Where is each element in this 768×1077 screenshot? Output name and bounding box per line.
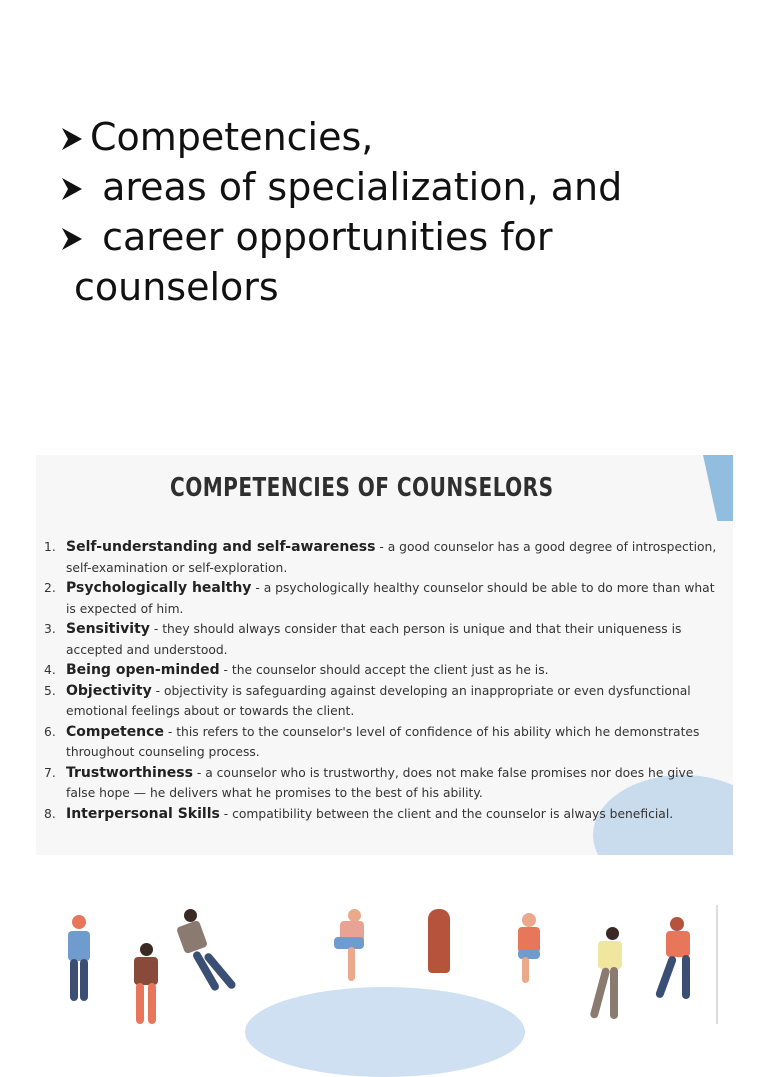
person-figure [318, 909, 378, 984]
decorative-shape [245, 987, 525, 1077]
list-item: 3. Sensitivity - they should always consider that each person is unique and that their uniqueness is accepted and understood. [44, 621, 682, 657]
bullet-item [60, 112, 740, 162]
list-item: 8. Interpersonal Skills - compatibility between the client and the counselor is always beneficial. [44, 805, 674, 822]
bullet-item [60, 162, 740, 212]
list-item: 2. Psychologically healthy - a psychologically healthy counselor should be able to do more than what is expected of him. [44, 580, 715, 616]
person-figure [176, 909, 236, 1004]
person-figure [122, 943, 172, 1024]
bullet-text: Competencies, [90, 115, 374, 159]
list-item: 7. Trustworthiness - a counselor who is trustworthy, does not make false promises nor does he give false hope — he delivers what he promises to the best of his ability. [44, 764, 694, 800]
people-illustration [50, 905, 730, 1024]
list-item: 5. Objectivity - objectivity is safeguarding against developing an inappropriate or even dysfunctional emotional feelings about or towards the client. [44, 682, 691, 718]
person-figure [422, 909, 458, 979]
person-figure [650, 917, 704, 1007]
bullet-item [60, 212, 740, 262]
bullet-text: areas of specialization, and [90, 165, 623, 209]
arrow-bullet-icon [60, 212, 90, 262]
person-figure [502, 909, 558, 984]
person-figure [60, 915, 100, 1015]
arrow-bullet-icon [60, 162, 90, 212]
divider [716, 905, 718, 1024]
list-item: 1. Self-understanding and self-awareness - a good counselor has a good degree of introspection, self-examination or self-exploration. [44, 539, 717, 575]
list-item: 4. Being open-minded - the counselor should accept the client just as he is. [44, 662, 549, 678]
arrow-bullet-icon [60, 112, 90, 162]
decorative-shape [703, 455, 733, 521]
bullet-list [60, 112, 740, 312]
bullet-continuation: counselors [74, 265, 279, 309]
bullet-text: career opportunities for [90, 215, 553, 259]
competency-list [44, 537, 724, 824]
person-figure [580, 927, 630, 1024]
panel-title: COMPETENCIES OF COUNSELORS [170, 473, 554, 503]
competencies-image-panel [36, 455, 733, 855]
list-item: 6. Competence - this refers to the counselor's level of confidence of his ability which he demonstrates throughout counseling process. [44, 723, 700, 759]
